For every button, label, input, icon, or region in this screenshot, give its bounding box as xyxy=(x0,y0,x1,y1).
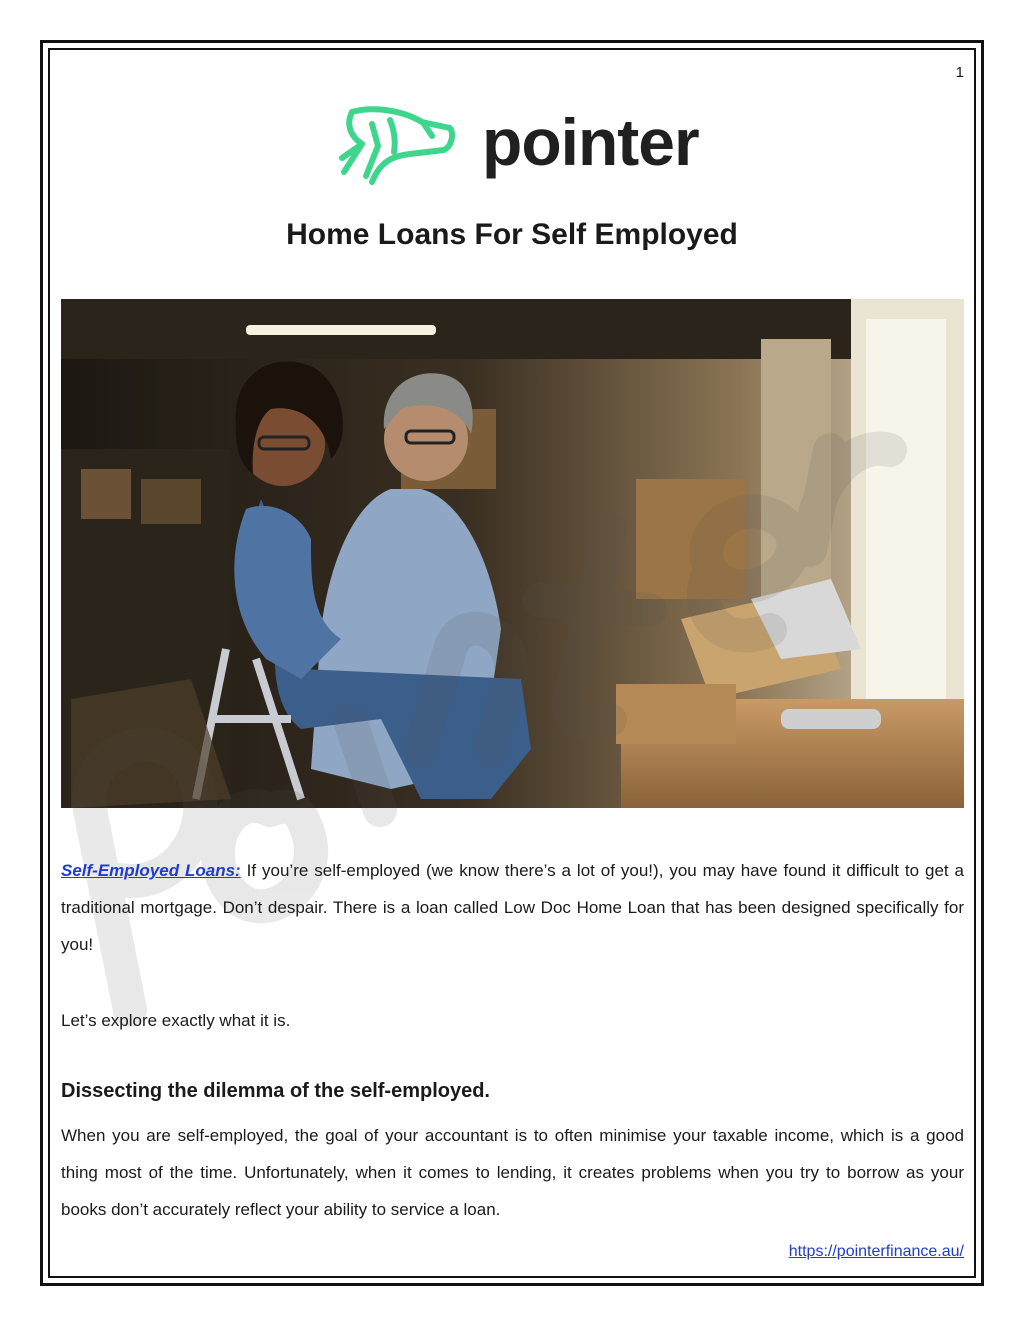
footer-website-link[interactable]: https://pointerfinance.au/ xyxy=(788,1243,964,1260)
intro-text: If you’re self-employed (we know there’s a lot of you!), you may have found it difficult to get a traditional mortgage. Don’t despair. There is a loan called Low Doc Home Loan that has been designed specifically for you! xyxy=(61,861,965,954)
brand-wordmark: pointer xyxy=(482,105,699,179)
pointer-dog-icon xyxy=(332,102,462,188)
intro-paragraph xyxy=(61,852,964,963)
page-title: Home Loans For Self Employed xyxy=(286,218,738,251)
explore-line: Let’s explore exactly what it is. xyxy=(61,1011,291,1030)
pointer-logo xyxy=(332,102,702,188)
section-heading: Dissecting the dilemma of the self-employed. xyxy=(61,1080,490,1102)
photo-two-business-owners xyxy=(61,299,964,808)
section-paragraph: When you are self-employed, the goal of your accountant is to often minimise your taxable income, which is a good thing most of the time. Unfortunately, when it comes to lending, it creates problems when you try to borrow as your books don’t accurately reflect your ability to service a loan. xyxy=(61,1126,964,1219)
self-employed-loans-link[interactable]: Self-Employed Loans: xyxy=(61,861,241,880)
hero-photo xyxy=(61,299,964,808)
page-number: 1 xyxy=(955,64,964,81)
